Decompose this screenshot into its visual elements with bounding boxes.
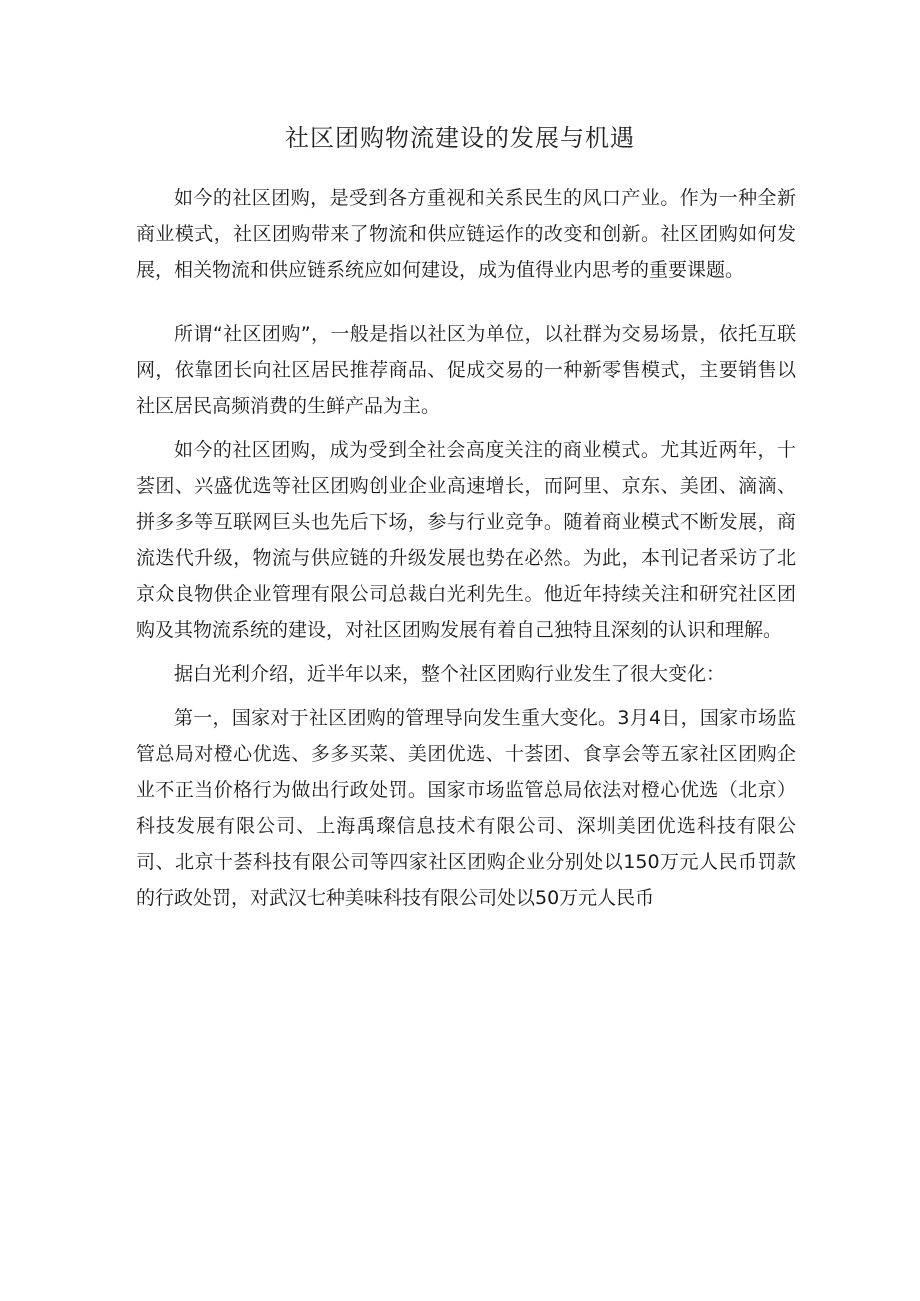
document-title: 社区团购物流建设的发展与机遇 [285,124,635,152]
paragraph-definition: 所谓“社区团购”，一般是指以社区为单位，以社群为交易场景，依托互联网，依靠团长向社区居民推荐商品、促成交易的一种新零售模式，主要销售以社区居民高频消费的生鲜产品为主。 [136,323,796,417]
paragraph-intro: 如今的社区团购，是受到各方重视和关系民生的风口产业。作为一种全新商业模式，社区团购带来了物流和供应链运作的改变和创新。社区团购如何发展，相关物流和供应链系统应如何建设，成为值得业内思考的重要课题。 [136,187,796,281]
paragraph-changes-intro: 据白光利介绍，近半年以来，整个社区团购行业发生了很大变化： [174,663,726,685]
paragraph-first-change: 第一，国家对于社区团购的管理导向发生重大变化。3月4日，国家市场监管总局对橙心优选、多多买菜、美团优选、十荟团、食享会等五家社区团购企业不正当价格行为做出行政处罚。国家市场监管总局依法对橙心优选（北京）科技发展有限公司、上海禹璨信息技术有限公司、深圳美团优选科技有限公司、北京十荟科技有限公司等四家社区团购企业分别处以150万元人民币罚款的行政处罚，对武汉七种美味科技有限公司处以50万元人民币 [136,707,796,909]
paragraph-industry: 如今的社区团购，成为受到全社会高度关注的商业模式。尤其近两年，十荟团、兴盛优选等社区团购创业企业高速增长，而阿里、京东、美团、滴滴、拼多多等互联网巨头也先后下场，参与行业竞争。随着商业模式不断发展，商流迭代升级，物流与供应链的升级发展也势在必然。为此，本刊记者采访了北京众良物供企业管理有限公司总裁白光利先生。他近年持续关注和研究社区团购及其物流系统的建设，对社区团购发展有着自己独特且深刻的认识和理解。 [136,439,796,641]
document-body [136,180,796,916]
